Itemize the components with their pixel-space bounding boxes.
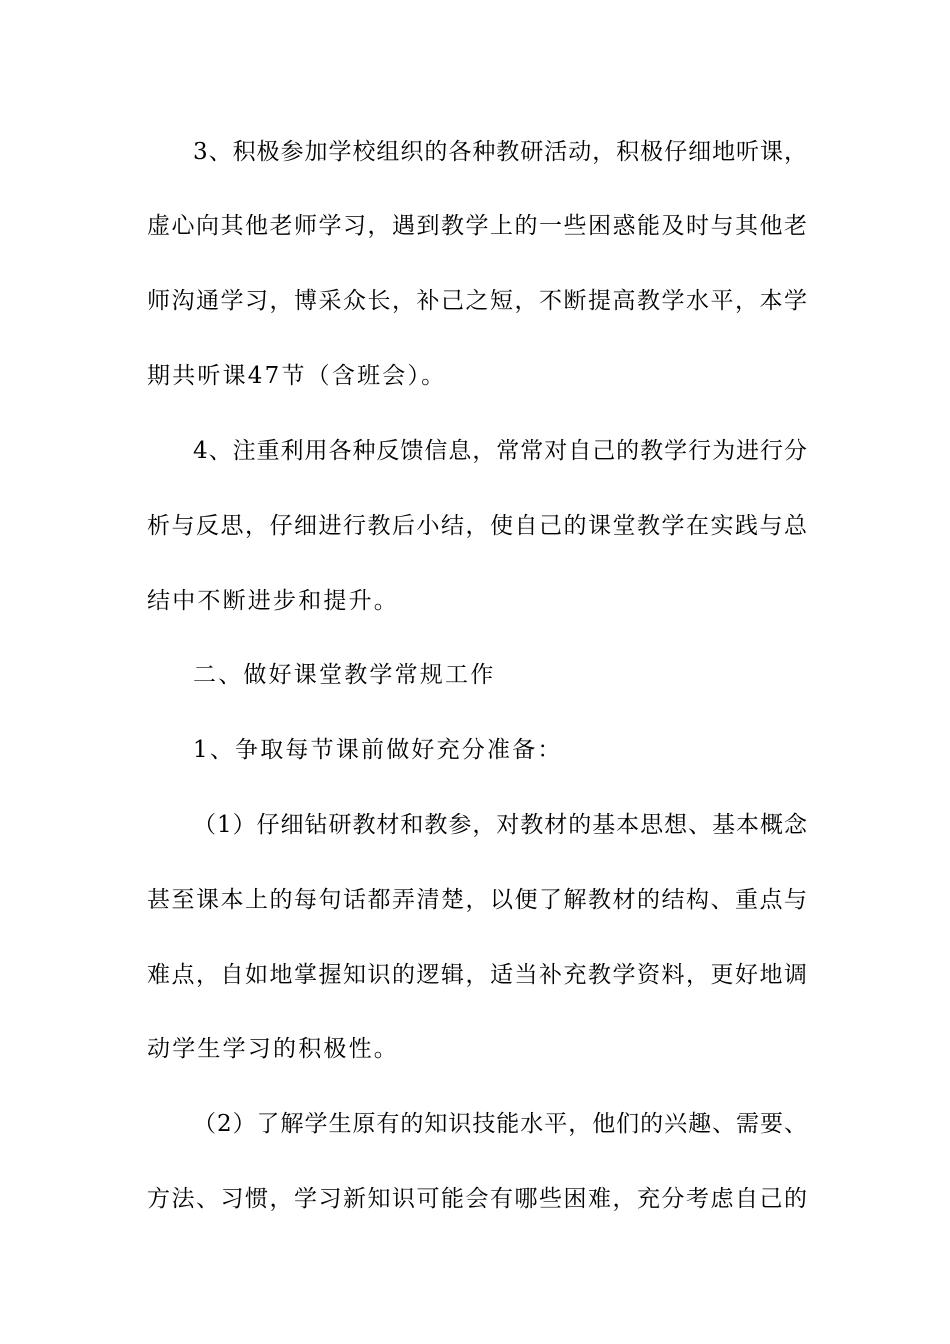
subitem-1-line-3: 难点，自如地掌握知识的逻辑，适当补充教学资料，更好地调: [147, 962, 807, 988]
item-1-heading: 1、争取每节课前做好充分准备：: [193, 737, 563, 763]
subitem-1-line-1: （1）仔细钻研教材和教参，对教材的基本思想、基本概念: [193, 812, 807, 838]
paragraph-4-line-3: 结中不断进步和提升。: [147, 588, 399, 614]
paragraph-4-line-2: 析与反思，仔细进行教后小结，使自己的课堂教学在实践与总: [147, 513, 807, 539]
paragraph-3-line-1: 3、积极参加学校组织的各种教研活动，积极仔细地听课，: [193, 139, 807, 165]
subitem-1-line-2: 甚至课本上的每句话都弄清楚，以便了解教材的结构、重点与: [147, 887, 807, 913]
subitem-2-line-2: 方法、习惯，学习新知识可能会有哪些困难，充分考虑自己的: [147, 1186, 807, 1212]
paragraph-3-line-4: 期共听课47节（含班会）。: [147, 363, 447, 389]
subitem-2-line-1: （2）了解学生原有的知识技能水平，他们的兴趣、需要、: [193, 1111, 807, 1137]
subitem-1-line-4: 动学生学习的积极性。: [147, 1036, 399, 1062]
paragraph-3-line-2: 虚心向其他老师学习，遇到教学上的一些困惑能及时与其他老: [147, 213, 807, 239]
paragraph-3-line-3: 师沟通学习，博采众长，补己之短，不断提高教学水平，本学: [147, 288, 807, 314]
section-heading: 二、做好课堂教学常规工作: [193, 662, 496, 688]
paragraph-4-line-1: 4、注重利用各种反馈信息，常常对自己的教学行为进行分: [193, 438, 807, 464]
